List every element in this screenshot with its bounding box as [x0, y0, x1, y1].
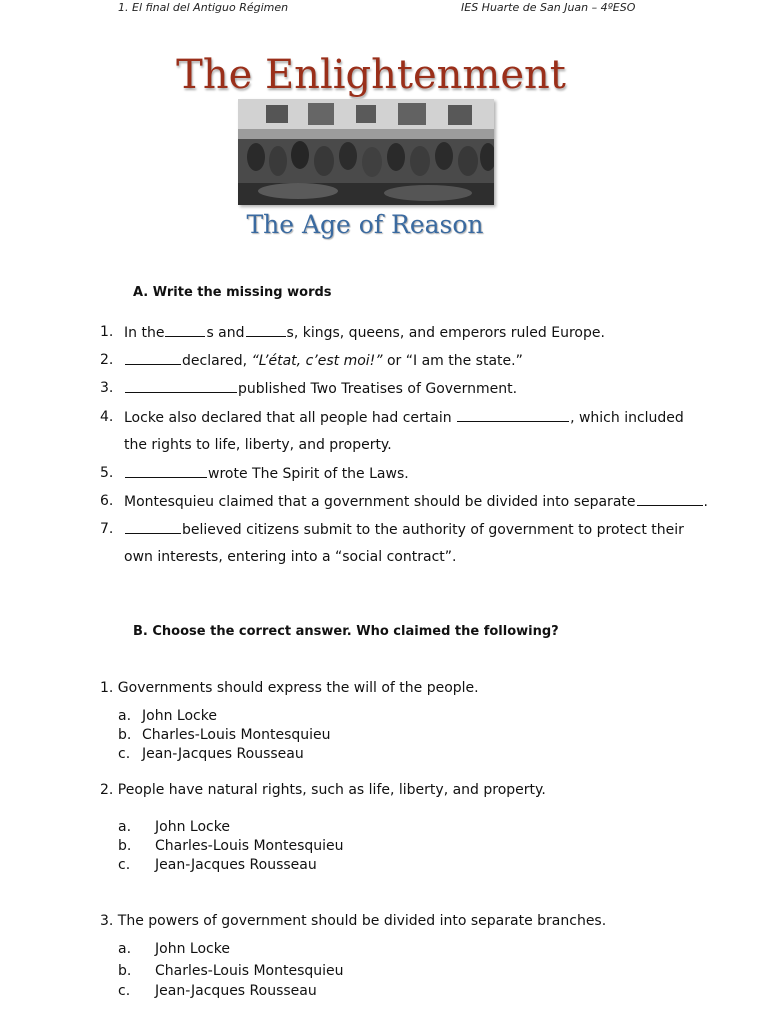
question-number: 6.	[100, 493, 114, 509]
question-number: 1.	[100, 324, 114, 340]
answer-blank[interactable]	[125, 352, 181, 365]
answer-blank[interactable]	[125, 380, 237, 393]
option-rousseau[interactable]: Jean-Jacques Rousseau	[155, 857, 317, 873]
option-letter: b.	[118, 727, 132, 743]
option-rousseau[interactable]: Jean-Jacques Rousseau	[155, 983, 317, 999]
choice-question-3: 3. The powers of government should be divided into separate branches.	[100, 913, 607, 929]
header-left: 1. El final del Antiguo Régimen	[118, 1, 289, 14]
option-rousseau[interactable]: Jean-Jacques Rousseau	[142, 746, 304, 762]
answer-blank[interactable]	[246, 324, 286, 337]
option-john-locke[interactable]: John Locke	[155, 819, 230, 835]
answer-blank[interactable]	[125, 521, 181, 534]
question-text: or “I am the state.”	[382, 353, 523, 369]
question-text: Locke also declared that all people had certain	[124, 410, 457, 426]
question-number: 3.	[100, 380, 114, 396]
option-letter: b.	[118, 963, 132, 979]
answer-blank[interactable]	[125, 465, 207, 478]
option-letter: a.	[118, 819, 132, 835]
question-text: .	[703, 494, 708, 510]
choice-question-2: 2. People have natural rights, such as life, liberty, and property.	[100, 782, 546, 798]
question-text: believed citizens submit to the authority of government to protect their	[182, 522, 684, 538]
option-letter: b.	[118, 838, 132, 854]
header-right: IES Huarte de San Juan – 4ºESO	[461, 1, 636, 14]
question-text: Montesquieu claimed that a government should be divided into separate	[124, 494, 636, 510]
option-john-locke[interactable]: John Locke	[155, 941, 230, 957]
option-letter: c.	[118, 857, 131, 873]
question-number: 4.	[100, 409, 114, 425]
question-text: In the	[124, 325, 165, 341]
answer-blank[interactable]	[637, 493, 703, 506]
question-text: s and	[206, 325, 245, 341]
page-subtitle: The Age of Reason	[246, 210, 484, 239]
option-letter: c.	[118, 983, 131, 999]
question-text: published Two Treatises of Government.	[238, 381, 518, 397]
option-montesquieu[interactable]: Charles-Louis Montesquieu	[155, 838, 344, 854]
fill-in-question-2	[124, 352, 523, 369]
question-number: 7.	[100, 521, 114, 537]
fill-in-question-7	[124, 521, 684, 538]
page-title: The Enlightenment	[176, 52, 566, 98]
option-letter: a.	[118, 708, 132, 724]
quote-text: “L’état, c’est moi!”	[251, 353, 383, 369]
question-text: s, kings, queens, and emperors ruled Europe.	[286, 325, 605, 341]
question-text: wrote The Spirit of the Laws.	[208, 466, 409, 482]
fill-in-question-5	[124, 465, 409, 482]
option-montesquieu[interactable]: Charles-Louis Montesquieu	[142, 727, 331, 743]
answer-blank[interactable]	[457, 409, 569, 422]
question-number: 5.	[100, 465, 114, 481]
question-text-continued: own interests, entering into a “social contract”.	[124, 549, 457, 565]
question-text-continued: the rights to life, liberty, and property.	[124, 437, 392, 453]
question-number: 2.	[100, 352, 114, 368]
fill-in-question-6	[124, 493, 708, 510]
section-a-heading: A. Write the missing words	[133, 285, 332, 300]
fill-in-question-4	[124, 409, 684, 426]
fill-in-question-1	[124, 324, 605, 341]
option-letter: c.	[118, 746, 131, 762]
question-text: , which included	[570, 410, 684, 426]
answer-blank[interactable]	[165, 324, 205, 337]
option-montesquieu[interactable]: Charles-Louis Montesquieu	[155, 963, 344, 979]
question-text: declared,	[182, 353, 252, 369]
choice-question-1: 1. Governments should express the will of the people.	[100, 680, 479, 696]
salon-painting-image	[238, 99, 494, 205]
fill-in-question-3	[124, 380, 517, 397]
salon-painting-icon	[238, 99, 494, 205]
option-letter: a.	[118, 941, 132, 957]
section-b-heading: B. Choose the correct answer. Who claimed the following?	[133, 624, 559, 639]
option-john-locke[interactable]: John Locke	[142, 708, 217, 724]
